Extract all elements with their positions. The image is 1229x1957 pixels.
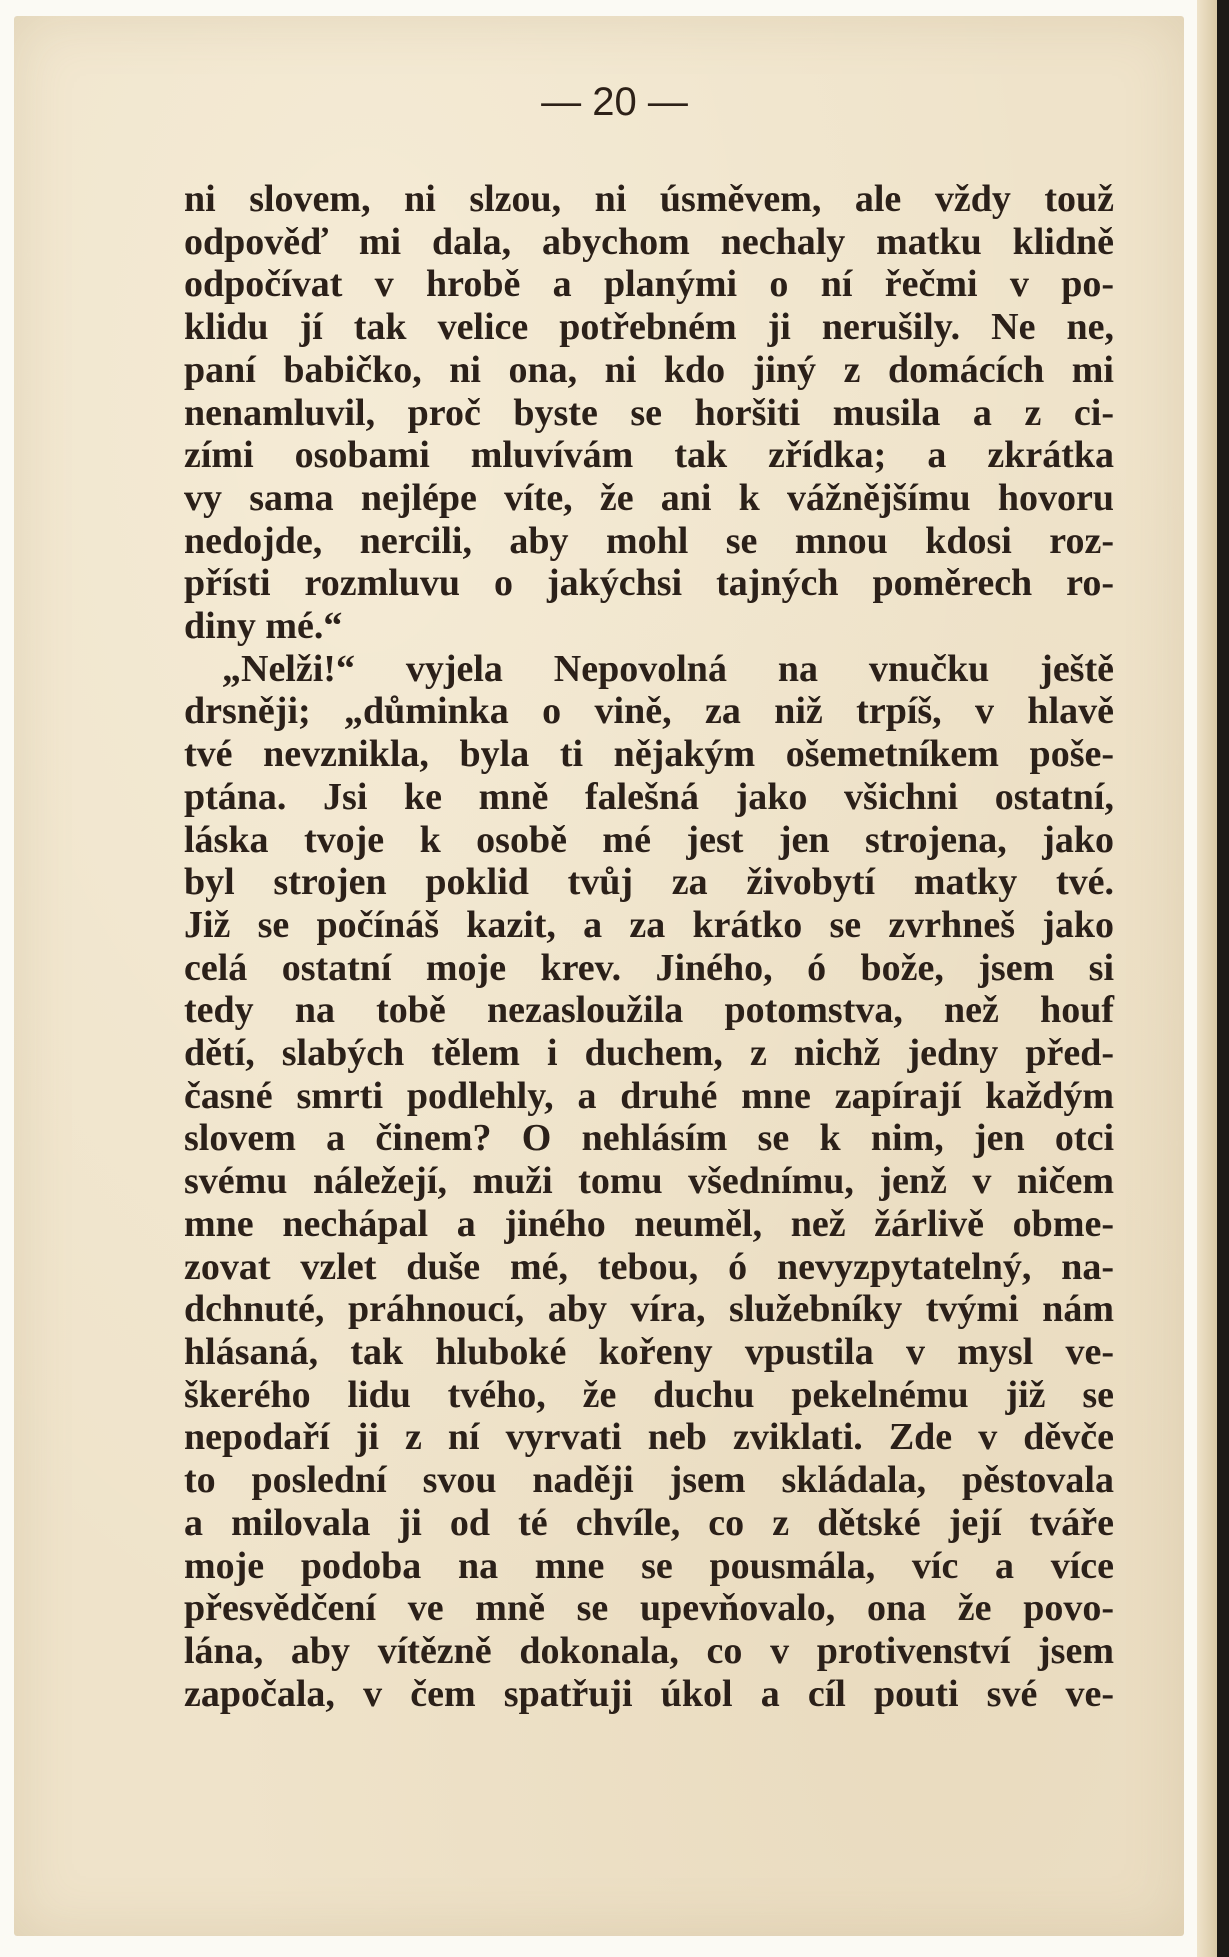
- page-gutter: [1197, 0, 1217, 1957]
- text-line: nenamluvil, proč byste se horšiti musila a z ci-: [184, 391, 1114, 434]
- text-line: moje podoba na mne se pousmála, víc a více: [184, 1544, 1114, 1587]
- text-line: dchnuté, práhnoucí, aby víra, služebníky tvými nám: [184, 1288, 1114, 1331]
- text-line: slovem a činem? O nehlásím se k nim, jen otci: [184, 1117, 1114, 1160]
- text-line: láska tvoje k osobě mé jest jen strojena, jako: [184, 818, 1114, 861]
- text-line: škerého lidu tvého, že duchu pekelnému již se: [184, 1373, 1114, 1416]
- page-number: — 20 —: [541, 80, 688, 124]
- text-line: ptána. Jsi ke mně falešná jako všichni ostatní,: [184, 775, 1114, 818]
- text-line: zími osobami mluvívám tak zřídka; a zkrátka: [184, 434, 1114, 477]
- text-line: časné smrti podlehly, a druhé mne zapírají každým: [184, 1074, 1114, 1117]
- text-line: tvé nevznikla, byla ti nějakým ošemetníkem poše-: [184, 733, 1114, 776]
- text-line: byl strojen poklid tvůj za živobytí matky tvé.: [184, 861, 1114, 904]
- book-spine-edge: [1217, 0, 1229, 1957]
- text-line: a milovala ji od té chvíle, co z dětské její tváře: [184, 1501, 1114, 1544]
- text-line: mne nechápal a jiného neuměl, než žárlivě obme-: [184, 1202, 1114, 1245]
- text-line: Již se počínáš kazit, a za krátko se zvrhneš jako: [184, 903, 1114, 946]
- text-line: hlásaná, tak hluboké kořeny vpustila v mysl ve-: [184, 1330, 1114, 1373]
- text-line: tedy na tobě nezasloužila potomstva, než houf: [184, 989, 1114, 1032]
- text-line: přesvědčení ve mně se upevňovalo, ona že povo-: [184, 1587, 1114, 1630]
- text-line: drsněji; „důminka o vině, za niž trpíš, v hlavě: [184, 690, 1114, 733]
- text-line-paragraph-start: „Nelži!“ vyjela Nepovolná na vnučku ještě: [222, 647, 1114, 690]
- text-line: klidu jí tak velice potřebném ji nerušily. Ne ne,: [184, 306, 1114, 349]
- text-line: započala, v čem spatřuji úkol a cíl pouti své ve-: [184, 1672, 1114, 1715]
- text-line: dětí, slabých tělem i duchem, z nichž jedny před-: [184, 1032, 1114, 1075]
- text-line: zovat vzlet duše mé, tebou, ó nevyzpytatelný, na-: [184, 1245, 1114, 1288]
- text-line: nepodaří ji z ní vyrvati neb zviklati. Zde v děvče: [184, 1416, 1114, 1459]
- text-line: svému náležejí, muži tomu všednímu, jenž v ničem: [184, 1160, 1114, 1203]
- body-text: [184, 178, 1114, 1715]
- text-line: to poslední svou naději jsem skládala, pěstovala: [184, 1459, 1114, 1502]
- text-line: paní babičko, ni ona, ni kdo jiný z domácích mi: [184, 348, 1114, 391]
- text-line: nedojde, nercili, aby mohl se mnou kdosi roz-: [184, 519, 1114, 562]
- text-line: přísti rozmluvu o jakýchsi tajných poměrech ro-: [184, 562, 1114, 605]
- text-line: lána, aby vítězně dokonala, co v protivenství jsem: [184, 1629, 1114, 1672]
- text-line: odpočívat v hrobě a planými o ní řečmi v po-: [184, 263, 1114, 306]
- text-line: odpověď mi dala, abychom nechaly matku klidně: [184, 220, 1114, 263]
- text-line-paragraph-end: diny mé.“: [184, 605, 343, 648]
- text-line: vy sama nejlépe víte, že ani k vážnějšímu hovoru: [184, 476, 1114, 519]
- text-line: celá ostatní moje krev. Jiného, ó bože, jsem si: [184, 946, 1114, 989]
- text-line: ni slovem, ni slzou, ni úsměvem, ale vždy touž: [184, 178, 1114, 220]
